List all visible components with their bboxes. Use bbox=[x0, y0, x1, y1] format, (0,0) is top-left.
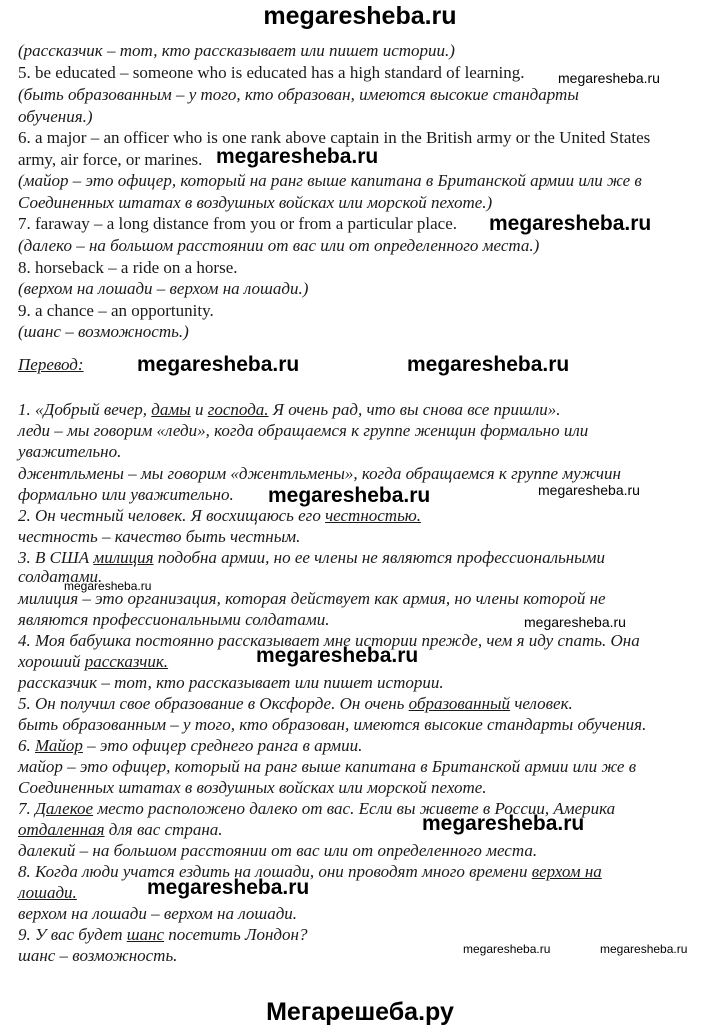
underlined-word: честностью. bbox=[325, 506, 422, 525]
watermark: megaresheba.ru bbox=[463, 942, 551, 956]
definition-line: формально или уважительно. bbox=[18, 485, 234, 504]
sentence-5 bbox=[18, 693, 573, 714]
vocab-line: (рассказчик – тот, кто рассказывает или пишет истории.) bbox=[18, 41, 455, 60]
sentence-6 bbox=[18, 735, 362, 756]
sentence-4: 4. Моя бабушка постоянно рассказывает мне истории прежде, чем я иду спать. Она bbox=[18, 631, 640, 650]
underlined-word: образованный bbox=[408, 694, 511, 713]
definition-line: далекий – на большом расстоянии от вас или от определенного места. bbox=[18, 841, 538, 860]
definition-line: майор – это офицер, который на ранг выше капитана в Британской армии или же в bbox=[18, 757, 637, 776]
underlined-word: отдаленная bbox=[18, 820, 105, 839]
text: человек. bbox=[510, 694, 573, 713]
vocab-line: обучения.) bbox=[18, 107, 93, 126]
definition-line: милиция – это организация, которая действует как армия, но члены которой не bbox=[18, 589, 606, 608]
watermark: megaresheba.ru bbox=[216, 145, 379, 168]
sentence-8 bbox=[18, 861, 602, 882]
sentence-3-cont: солдатами. bbox=[18, 567, 103, 586]
underlined-word: Далекое bbox=[35, 799, 94, 818]
definition-line: леди – мы говорим «леди», когда обращаемся к группе женщин формально или bbox=[18, 421, 589, 440]
vocab-line: 7. faraway – a long distance from you or from a particular place. bbox=[18, 214, 457, 233]
watermark: megaresheba.ru bbox=[256, 644, 419, 667]
sentence-3 bbox=[18, 547, 605, 568]
text: 9. У вас будет bbox=[18, 925, 127, 944]
watermark: megaresheba.ru bbox=[489, 212, 652, 235]
underlined-word: шанс bbox=[126, 925, 165, 944]
definition-line: верхом на лошади – верхом на лошади. bbox=[18, 904, 298, 923]
definition-line: являются профессиональными солдатами. bbox=[18, 610, 330, 629]
sentence-7-cont bbox=[18, 819, 223, 840]
sentence-8-cont: лошади. bbox=[18, 883, 77, 902]
text: 8. Когда люди учатся ездить на лошади, они проводят много времени bbox=[18, 862, 532, 881]
vocab-line: 5. be educated – someone who is educated has a high standard of learning. bbox=[18, 63, 525, 82]
sentence-4-cont bbox=[18, 651, 168, 672]
watermark: megaresheba.ru bbox=[268, 484, 431, 507]
sentence-9 bbox=[18, 924, 307, 945]
vocab-line: Соединенных штатах в воздушных войсках или морской пехоте.) bbox=[18, 193, 493, 212]
sentence-2 bbox=[18, 505, 421, 526]
vocab-line: (быть образованным – у того, кто образован, имеются высокие стандарты bbox=[18, 85, 579, 104]
text: подобна армии, но ее члены не являются профессиональными bbox=[153, 548, 606, 567]
text: место расположено далеко от вас. Если вы живете в России, Америка bbox=[93, 799, 616, 818]
text: 7. bbox=[18, 799, 35, 818]
text: Я очень рад, что вы снова все пришли». bbox=[268, 400, 561, 419]
underlined-word: милиция bbox=[93, 548, 154, 567]
underlined-word: рассказчик. bbox=[84, 652, 169, 671]
text: 3. В США bbox=[18, 548, 94, 567]
site-header: megaresheba.ru bbox=[263, 2, 457, 30]
definition-line: Соединенных штатах в воздушных войсках или морской пехоте. bbox=[18, 778, 487, 797]
underlined-word: господа. bbox=[207, 400, 269, 419]
text: – это офицер среднего ранга в армии. bbox=[82, 736, 363, 755]
text: и bbox=[190, 400, 208, 419]
text: 1. «Добрый вечер, bbox=[18, 400, 152, 419]
text: 6. bbox=[18, 736, 35, 755]
translation-heading: Перевод: bbox=[18, 355, 84, 374]
vocab-line: (верхом на лошади – верхом на лошади.) bbox=[18, 279, 309, 298]
definition-line: джентльмены – мы говорим «джентльмены», когда обращаемся к группе мужчин bbox=[18, 464, 621, 483]
text: для вас страна. bbox=[104, 820, 223, 839]
definition-line: уважительно. bbox=[18, 442, 122, 461]
watermark: megaresheba.ru bbox=[600, 942, 688, 956]
text: хороший bbox=[18, 652, 85, 671]
vocab-line: (майор – это офицер, который на ранг выше капитана в Британской армии или же в bbox=[18, 171, 642, 190]
watermark: megaresheba.ru bbox=[558, 70, 660, 86]
vocab-line: (далеко – на большом расстоянии от вас или от определенного места.) bbox=[18, 236, 540, 255]
vocab-line: 8. horseback – a ride on a horse. bbox=[18, 258, 238, 277]
watermark: megaresheba.ru bbox=[64, 579, 152, 593]
watermark: megaresheba.ru bbox=[538, 482, 640, 498]
watermark: megaresheba.ru bbox=[407, 353, 570, 376]
watermark: megaresheba.ru bbox=[524, 614, 626, 630]
text: 5. Он получил свое образование в Оксфорде. Он очень bbox=[18, 694, 409, 713]
definition-line: рассказчик – тот, кто рассказывает или пишет истории. bbox=[18, 673, 444, 692]
vocab-line: (шанс – возможность.) bbox=[18, 322, 189, 341]
definition-line: быть образованным – у того, кто образован, имеются высокие стандарты обучения. bbox=[18, 715, 647, 734]
definition-line: шанс – возможность. bbox=[18, 946, 178, 965]
underlined-word: Майор bbox=[35, 736, 83, 755]
site-footer: Мегарешеба.ру bbox=[266, 998, 454, 1026]
watermark: megaresheba.ru bbox=[147, 876, 310, 899]
vocab-line: 9. a chance – an opportunity. bbox=[18, 301, 214, 320]
watermark: megaresheba.ru bbox=[422, 812, 585, 835]
sentence-1 bbox=[18, 399, 561, 420]
definition-line: честность – качество быть честным. bbox=[18, 527, 301, 546]
underlined-word: верхом на bbox=[531, 862, 602, 881]
text: 2. Он честный человек. Я восхищаюсь его bbox=[18, 506, 326, 525]
vocab-line: 6. a major – an officer who is one rank above captain in the British army or the United States bbox=[18, 128, 651, 147]
text: посетить Лондон? bbox=[164, 925, 308, 944]
underlined-word: дамы bbox=[151, 400, 191, 419]
watermark: megaresheba.ru bbox=[137, 353, 300, 376]
vocab-line: army, air force, or marines. bbox=[18, 150, 203, 169]
